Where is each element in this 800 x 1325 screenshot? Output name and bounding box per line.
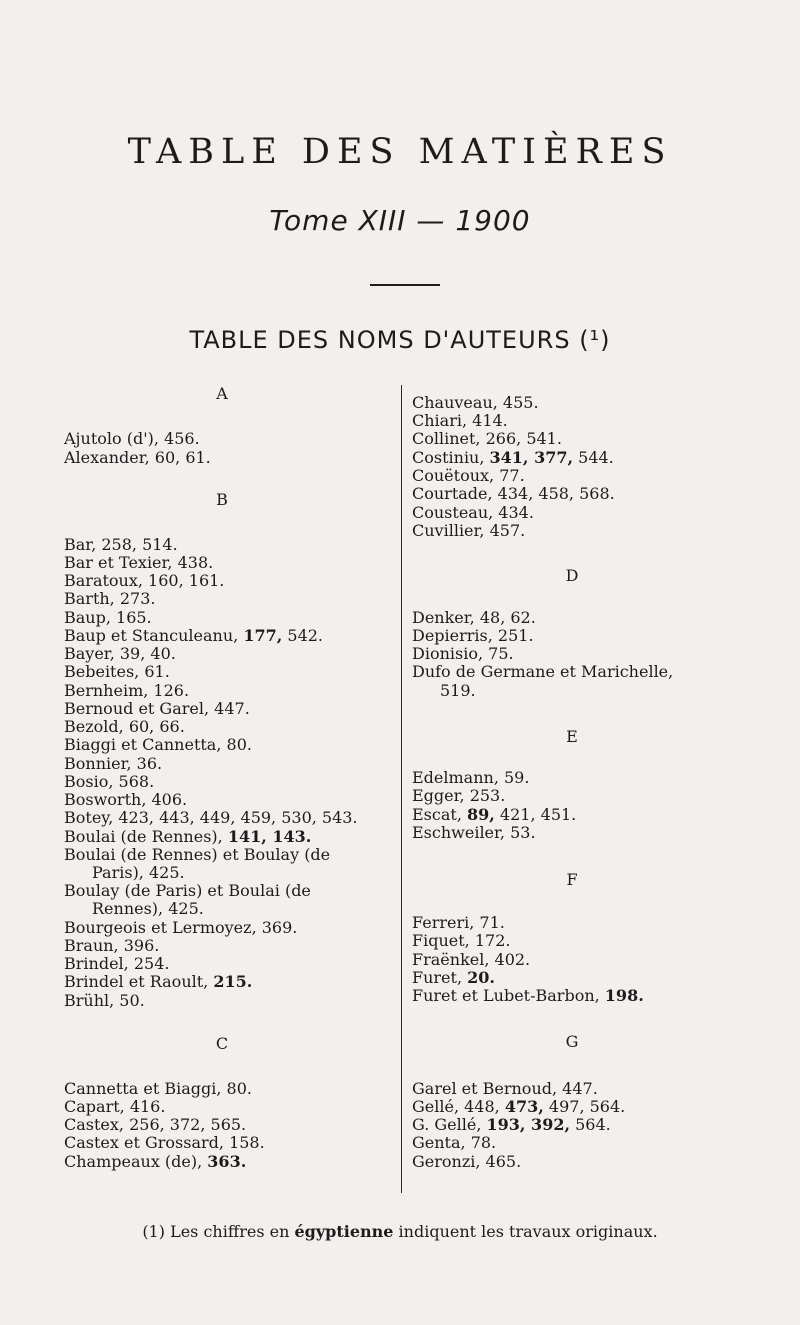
index-entry: Furet et Lubet-Barbon, 198.	[412, 986, 644, 1005]
index-entry: Chauveau, 455.	[412, 393, 539, 412]
index-entry: Costiniu, 341, 377, 544.	[412, 448, 614, 467]
index-entry: Castex et Grossard, 158.	[64, 1133, 265, 1152]
index-entry: Brühl, 50.	[64, 991, 145, 1010]
index-entry: Bosio, 568.	[64, 772, 155, 791]
index-entry: Ajutolo (d'), 456.	[64, 429, 200, 448]
letter-heading-b: B	[216, 490, 228, 509]
index-entry: Garel et Bernoud, 447.	[412, 1079, 598, 1098]
index-entry: Dufo de Germane et Marichelle,	[412, 662, 674, 681]
letter-heading-f: F	[566, 870, 578, 889]
index-entry: Courtade, 434, 458, 568.	[412, 484, 615, 503]
index-entry: Depierris, 251.	[412, 626, 534, 645]
letter-heading-e: E	[566, 727, 578, 746]
index-entry: G. Gellé, 193, 392, 564.	[412, 1115, 611, 1134]
index-entry: Baratoux, 160, 161.	[64, 571, 225, 590]
index-entry: Capart, 416.	[64, 1097, 166, 1116]
index-entry: Geronzi, 465.	[412, 1152, 522, 1171]
page-title: TABLE DES MATIÈRES	[127, 132, 673, 172]
volume-heading: Tome XIII — 1900	[269, 204, 531, 237]
index-entry: Collinet, 266, 541.	[412, 429, 562, 448]
index-entry: Bebeites, 61.	[64, 662, 170, 681]
footnote-text-pre: Les chiffres en	[170, 1222, 295, 1241]
index-entry: Couëtoux, 77.	[412, 466, 525, 485]
index-entry: Boulai (de Rennes), 141, 143.	[64, 827, 312, 846]
index-entry: Fraënkel, 402.	[412, 950, 531, 969]
index-entry: Boulai (de Rennes) et Boulay (de	[64, 845, 331, 864]
index-entry: Cuvillier, 457.	[412, 521, 526, 540]
letter-heading-g: G	[565, 1032, 579, 1051]
index-entry: Fiquet, 172.	[412, 931, 511, 950]
index-entry: Denker, 48, 62.	[412, 608, 536, 627]
index-entry: Ferreri, 71.	[412, 913, 505, 932]
index-entry: Botey, 423, 443, 449, 459, 530, 543.	[64, 808, 358, 827]
footnote-text-bold: égyptienne	[294, 1222, 394, 1241]
letter-heading-a: A	[216, 384, 228, 403]
index-entry: Bar, 258, 514.	[64, 535, 178, 554]
index-entry: Bar et Texier, 438.	[64, 553, 214, 572]
index-entry: Dionisio, 75.	[412, 644, 514, 663]
index-entry: Baup et Stanculeanu, 177, 542.	[64, 626, 324, 645]
index-entry-continued: Paris), 425.	[92, 863, 185, 882]
index-entry: Brindel, 254.	[64, 954, 170, 973]
index-entry: Bezold, 60, 66.	[64, 717, 185, 736]
index-entry: Egger, 253.	[412, 786, 506, 805]
title-rule	[370, 284, 440, 286]
section-title: TABLE DES NOMS D'AUTEURS (¹)	[189, 326, 611, 354]
letter-heading-c: C	[215, 1034, 229, 1053]
index-entry: Baup, 165.	[64, 608, 152, 627]
index-entry: Braun, 396.	[64, 936, 160, 955]
letter-heading-d: D	[565, 566, 579, 585]
index-entry: Bayer, 39, 40.	[64, 644, 176, 663]
index-entry: Castex, 256, 372, 565.	[64, 1115, 247, 1134]
footnote	[0, 1222, 800, 1241]
index-entry: Brindel et Raoult, 215.	[64, 972, 253, 991]
column-divider	[401, 385, 402, 1193]
footnote-mark: (1)	[142, 1222, 165, 1241]
index-entry: Gellé, 448, 473, 497, 564.	[412, 1097, 626, 1116]
index-entry: Barth, 273.	[64, 589, 156, 608]
index-entry: Genta, 78.	[412, 1133, 497, 1152]
index-entry: Bourgeois et Lermoyez, 369.	[64, 918, 298, 937]
index-entry: Bosworth, 406.	[64, 790, 188, 809]
footnote-text-post: indiquent les travaux originaux.	[393, 1222, 658, 1241]
index-entry: Eschweiler, 53.	[412, 823, 536, 842]
index-entry: Biaggi et Cannetta, 80.	[64, 735, 252, 754]
index-entry: Chiari, 414.	[412, 411, 508, 430]
index-entry: Boulay (de Paris) et Boulai (de	[64, 881, 311, 900]
index-entry: Champeaux (de), 363.	[64, 1152, 247, 1171]
index-entry: Cannetta et Biaggi, 80.	[64, 1079, 252, 1098]
index-entry: Escat, 89, 421, 451.	[412, 805, 577, 824]
index-entry: Furet, 20.	[412, 968, 495, 987]
index-entry: Edelmann, 59.	[412, 768, 530, 787]
index-entry: Alexander, 60, 61.	[64, 448, 211, 467]
index-entry-continued: 519.	[440, 681, 476, 700]
index-entry: Bonnier, 36.	[64, 754, 163, 773]
index-entry: Cousteau, 434.	[412, 503, 534, 522]
index-entry: Bernoud et Garel, 447.	[64, 699, 250, 718]
index-entry: Bernheim, 126.	[64, 681, 190, 700]
index-entry-continued: Rennes), 425.	[92, 899, 204, 918]
